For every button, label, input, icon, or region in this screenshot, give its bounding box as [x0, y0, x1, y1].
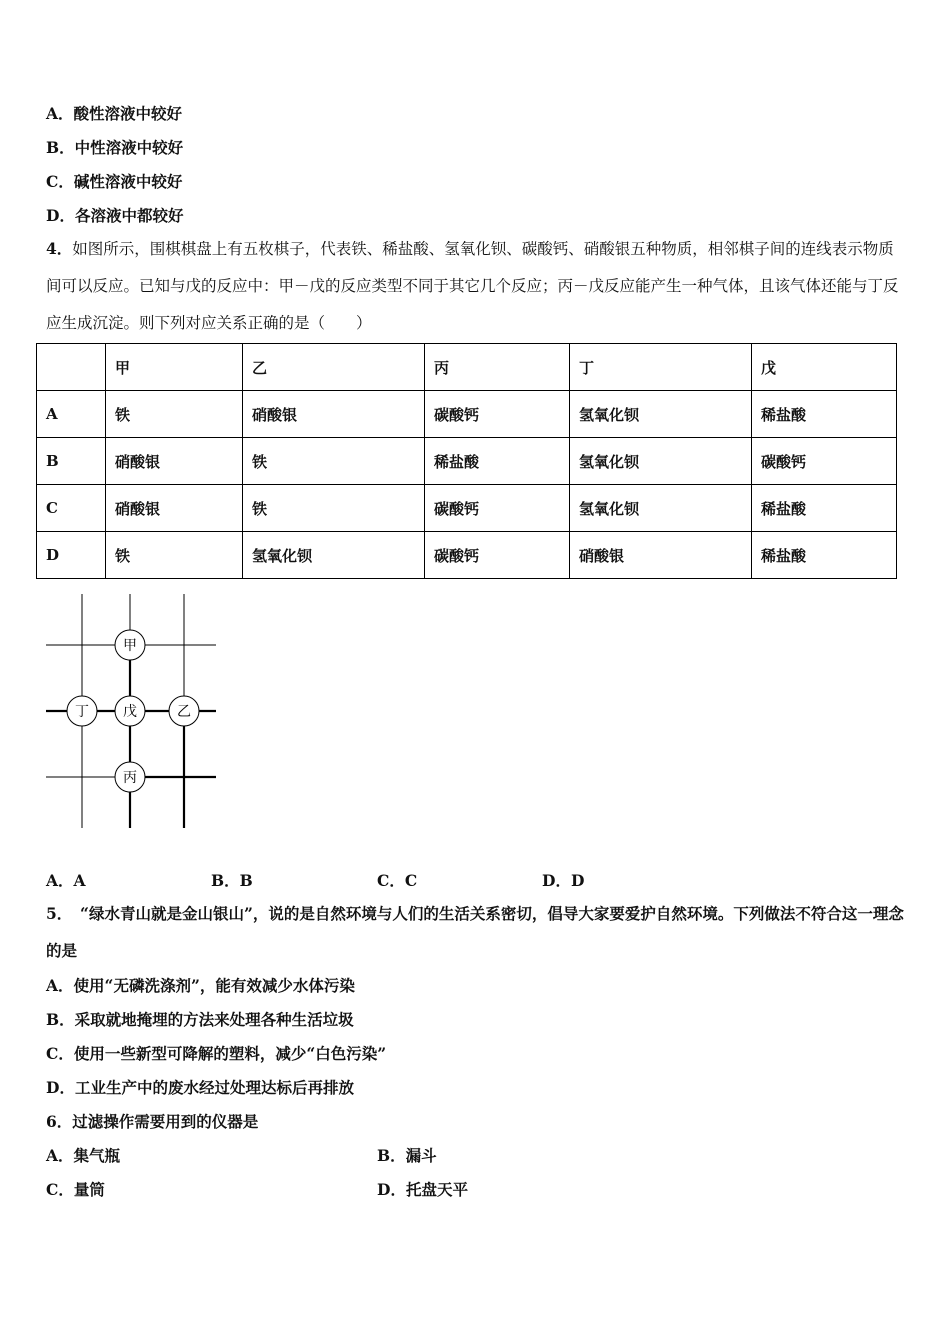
table-header-cell: 甲: [106, 344, 243, 391]
table-cell: 氢氧化钡: [570, 391, 752, 438]
table-cell: 稀盐酸: [752, 391, 897, 438]
q5-option-a: A．使用“无磷洗涤剂”，能有效减少水体污染: [46, 976, 355, 995]
table-cell: 硝酸银: [106, 485, 243, 532]
table-cell: 碳酸钙: [425, 532, 570, 579]
q5-option-b: B．采取就地掩埋的方法来处理各种生活垃圾: [46, 1010, 354, 1029]
q6-option-c: C．量筒: [46, 1180, 105, 1199]
table-cell: 碳酸钙: [425, 485, 570, 532]
table-cell: 氢氧化钡: [570, 485, 752, 532]
q3-option-d: D．各溶液中都较好: [46, 206, 184, 225]
q4-text: 如图所示，围棋棋盘上有五枚棋子，代表铁、稀盐酸、氢氧化钡、碳酸钙、硝酸银五种物质，相邻棋子间的连线表示物质间可以反应。已知与戊的反应中：甲－戊的反应类型不同于其它几个反应；丙－戊反应能产生一种气体，且该气体还能与丁反应生成沉淀。则下列对应关系正确的是（ ）: [46, 240, 899, 332]
table-header-cell: 丙: [425, 344, 570, 391]
q6-question: 6．过滤操作需要用到的仪器是: [46, 1112, 259, 1131]
table-header-cell: [37, 344, 106, 391]
q4-number: 4．: [46, 239, 73, 258]
table-cell: 稀盐酸: [752, 532, 897, 579]
q4-question: [46, 230, 908, 342]
table-cell: 碳酸钙: [752, 438, 897, 485]
table-row: [37, 391, 897, 438]
table-cell: 稀盐酸: [752, 485, 897, 532]
table-cell: 铁: [106, 532, 243, 579]
table-cell: 碳酸钙: [425, 391, 570, 438]
piece-ding-label: 丁: [75, 704, 89, 720]
table-cell: A: [37, 391, 106, 438]
table-cell: 氢氧化钡: [570, 438, 752, 485]
q5-option-d: D．工业生产中的废水经过处理达标后再排放: [46, 1078, 354, 1097]
table-header-row: [37, 344, 897, 391]
table-cell: C: [37, 485, 106, 532]
table-header-cell: 乙: [243, 344, 425, 391]
table-cell: 稀盐酸: [425, 438, 570, 485]
piece-wu-label: 戊: [123, 704, 137, 720]
table-cell: 硝酸银: [570, 532, 752, 579]
table-header-cell: 戊: [752, 344, 897, 391]
piece-yi-label: 乙: [177, 704, 191, 720]
table-row: [37, 438, 897, 485]
q4-answer-b: B．B: [211, 871, 253, 890]
table-row: [37, 485, 897, 532]
table-header-cell: 丁: [570, 344, 752, 391]
table-cell: 铁: [243, 485, 425, 532]
q6-option-b: B．漏斗: [377, 1146, 437, 1165]
table-cell: 铁: [243, 438, 425, 485]
table-cell: 硝酸银: [106, 438, 243, 485]
q4-answer-d: D．D: [542, 871, 585, 890]
q5-question: 5． “绿水青山就是金山银山”，说的是自然环境与人们的生活关系密切，倡导大家要爱护自然环境。下列做法不符合这一理念的是: [46, 904, 904, 960]
q5-option-c: C．使用一些新型可降解的塑料，减少“白色污染”: [46, 1044, 387, 1063]
q6-option-a: A．集气瓶: [46, 1146, 121, 1165]
q4-answer-a: A．A: [46, 871, 86, 890]
q3-option-c: C．碱性溶液中较好: [46, 172, 183, 191]
piece-jia-label: 甲: [123, 638, 137, 654]
table-cell: 氢氧化钡: [243, 532, 425, 579]
table-cell: D: [37, 532, 106, 579]
table-cell: 硝酸银: [243, 391, 425, 438]
q4-options-table: [36, 343, 897, 579]
table-row: [37, 532, 897, 579]
q3-option-b: B．中性溶液中较好: [46, 138, 184, 157]
reaction-lines: [46, 645, 216, 828]
go-board-diagram: [40, 592, 220, 832]
piece-bing-label: 丙: [123, 770, 137, 786]
table-cell: B: [37, 438, 106, 485]
q4-answer-c: C．C: [377, 871, 418, 890]
q6-option-d: D．托盘天平: [377, 1180, 468, 1199]
q3-option-a: A．酸性溶液中较好: [46, 104, 183, 123]
table-cell: 铁: [106, 391, 243, 438]
